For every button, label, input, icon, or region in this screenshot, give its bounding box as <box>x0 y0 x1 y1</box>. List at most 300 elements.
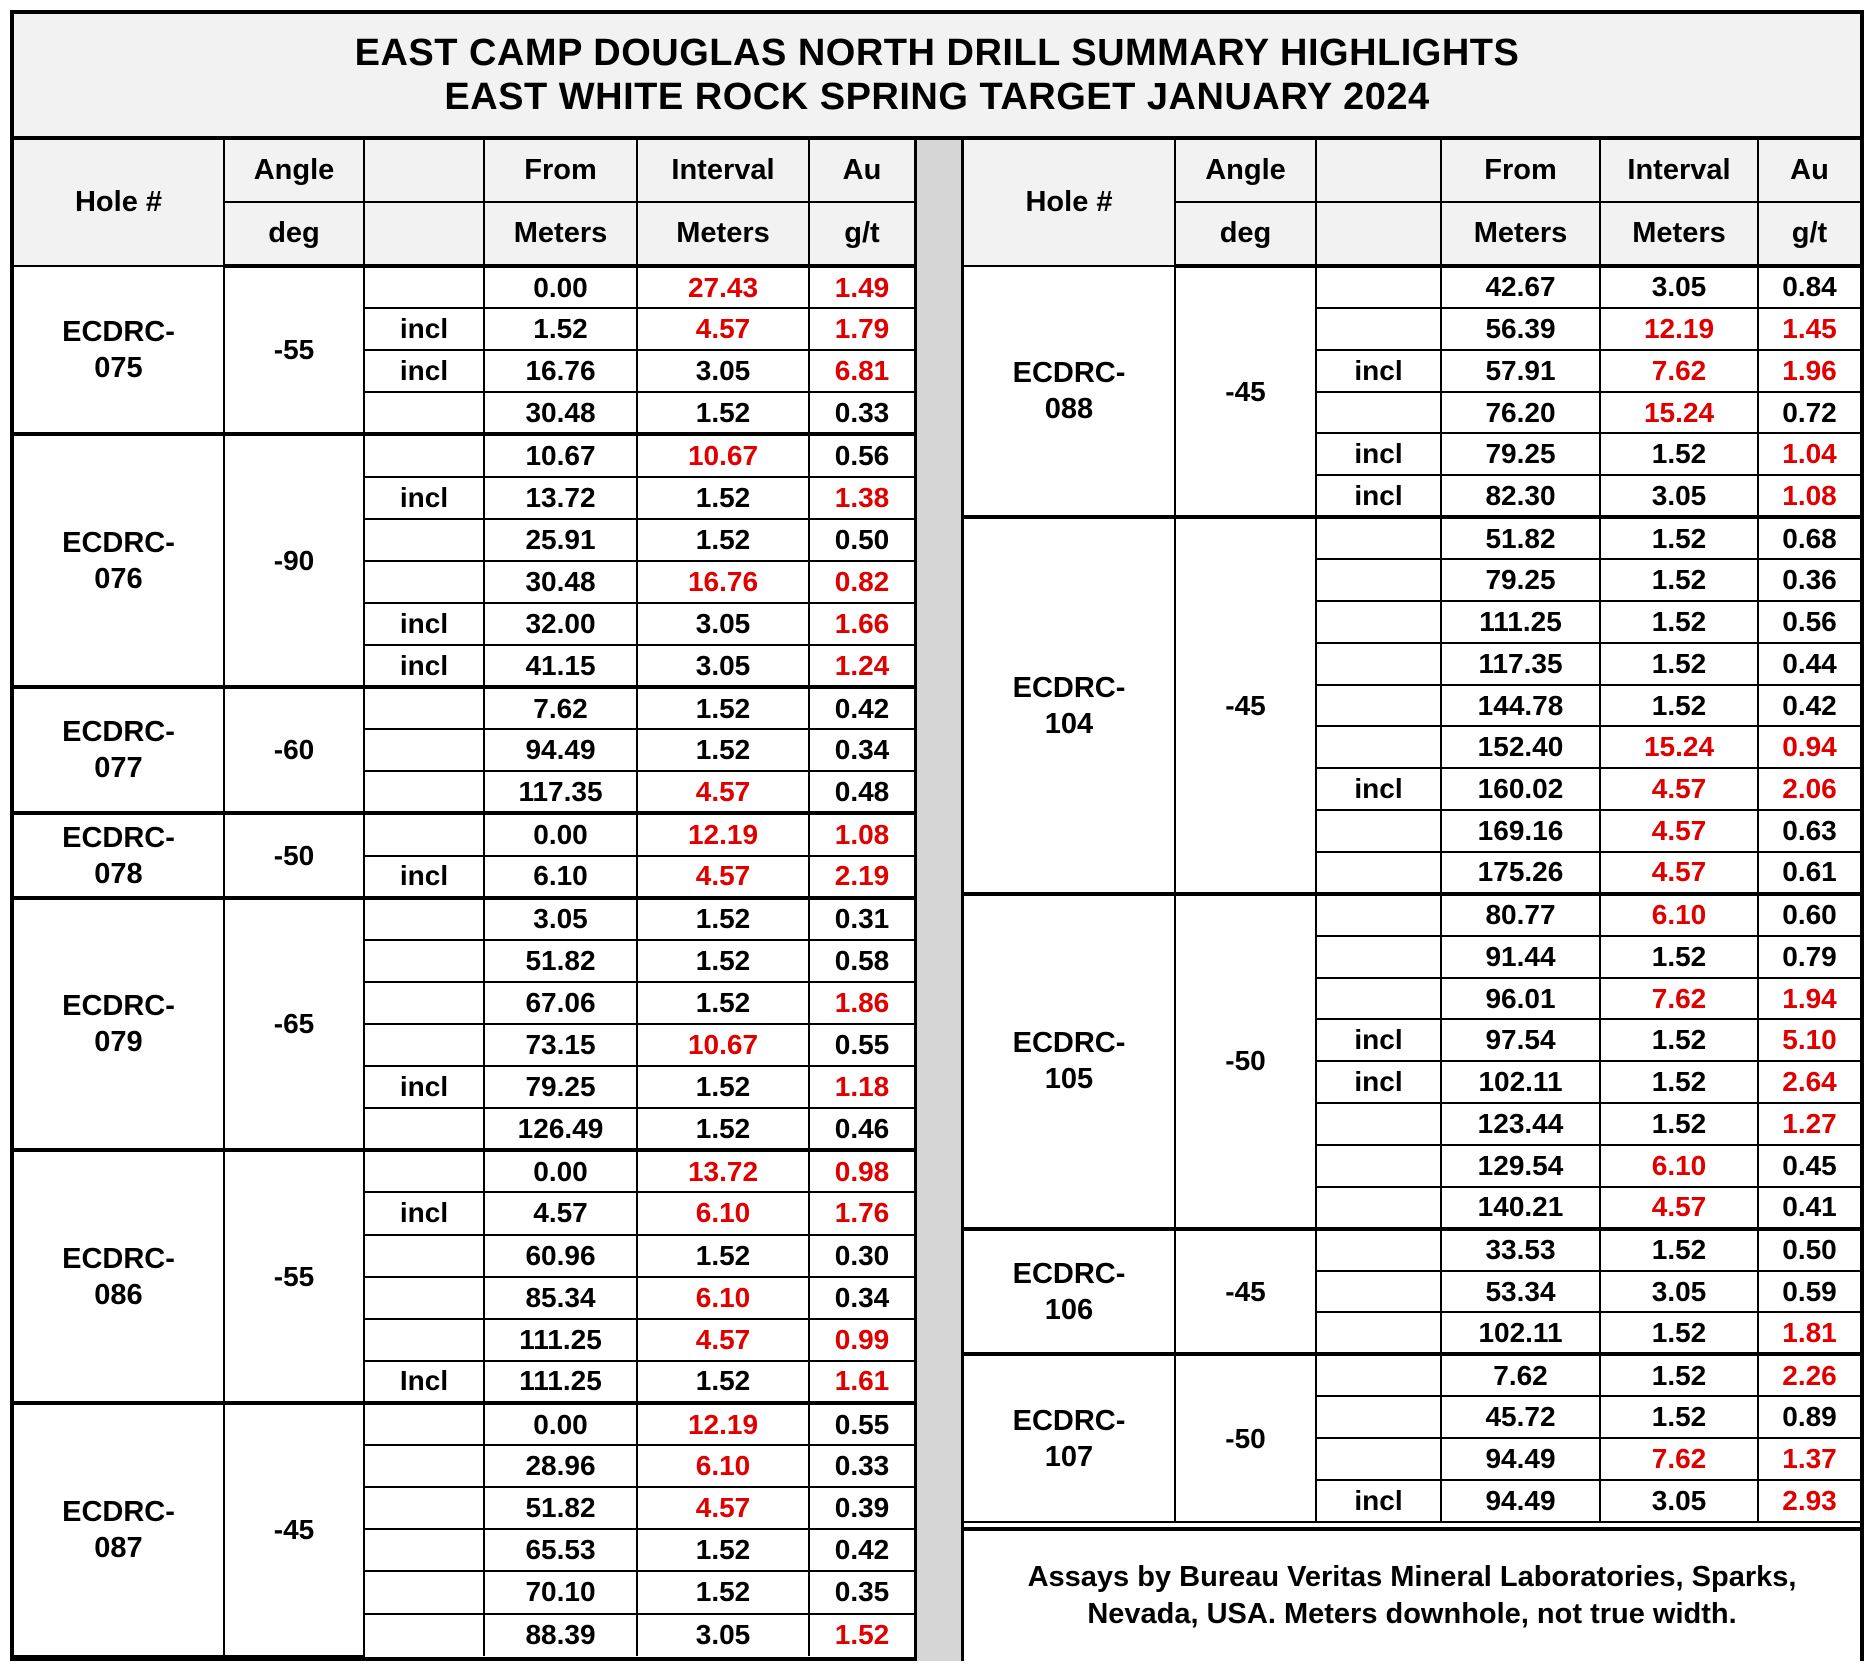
interval-meters: 7.62 <box>1600 1438 1758 1480</box>
incl-label <box>364 771 484 813</box>
interval-meters: 1.52 <box>1600 643 1758 685</box>
from-meters: 85.34 <box>484 1277 637 1319</box>
incl-label: incl <box>364 645 484 687</box>
hole-id: ECDRC- 104 <box>964 517 1175 894</box>
au-grade: 5.10 <box>1758 1019 1860 1061</box>
incl-label <box>1316 1438 1441 1480</box>
hole-angle: -50 <box>1175 1354 1316 1521</box>
title-line-2: EAST WHITE ROCK SPRING TARGET JANUARY 2024 <box>444 76 1430 118</box>
hole-angle: -50 <box>224 813 364 897</box>
incl-label <box>1316 726 1441 768</box>
interval-meters: 15.24 <box>1600 392 1758 434</box>
incl-label <box>364 1529 484 1571</box>
incl-label <box>364 687 484 729</box>
incl-label <box>1316 1354 1441 1396</box>
au-grade: 0.48 <box>809 771 914 813</box>
interval-meters: 6.10 <box>1600 1145 1758 1187</box>
au-grade: 0.33 <box>809 392 914 434</box>
interval-meters: 1.52 <box>1600 936 1758 978</box>
au-grade: 0.39 <box>809 1487 914 1529</box>
table-row <box>14 266 914 308</box>
interval-meters: 6.10 <box>1600 894 1758 936</box>
table-row <box>14 898 914 940</box>
from-meters: 6.10 <box>484 856 637 898</box>
hole-angle: -90 <box>224 434 364 687</box>
from-meters: 79.25 <box>1441 559 1600 601</box>
header-au: Au <box>809 140 914 202</box>
incl-label: incl <box>364 603 484 645</box>
interval-meters: 1.52 <box>637 982 809 1024</box>
interval-meters: 1.52 <box>637 477 809 519</box>
header-from: From <box>1441 140 1600 202</box>
interval-meters: 1.52 <box>1600 1312 1758 1354</box>
from-meters: 30.48 <box>484 392 637 434</box>
assay-footnote <box>964 1527 1860 1661</box>
incl-label <box>1316 1312 1441 1354</box>
from-meters: 0.00 <box>484 1150 637 1192</box>
from-meters: 111.25 <box>1441 601 1600 643</box>
au-grade: 0.35 <box>809 1571 914 1613</box>
incl-label <box>1316 936 1441 978</box>
hole-id: ECDRC- 105 <box>964 894 1175 1229</box>
from-meters: 1.52 <box>484 308 637 350</box>
au-grade: 0.68 <box>1758 517 1860 559</box>
incl-label <box>1316 1187 1441 1229</box>
interval-meters: 4.57 <box>637 856 809 898</box>
interval-meters: 1.52 <box>637 1529 809 1571</box>
interval-meters: 1.52 <box>637 1235 809 1277</box>
incl-label <box>1316 978 1441 1020</box>
header-incl-blank <box>364 140 484 202</box>
incl-label <box>1316 559 1441 601</box>
au-grade: 0.98 <box>809 1150 914 1192</box>
hole-angle: -60 <box>224 687 364 813</box>
header-from-unit: Meters <box>484 202 637 266</box>
incl-label <box>364 1150 484 1192</box>
table-row <box>964 1354 1860 1396</box>
incl-label <box>1316 852 1441 894</box>
from-meters: 70.10 <box>484 1571 637 1613</box>
incl-label <box>1316 308 1441 350</box>
column-divider <box>914 140 964 1661</box>
table-row <box>964 1229 1860 1271</box>
au-grade: 0.44 <box>1758 643 1860 685</box>
interval-meters: 1.52 <box>637 898 809 940</box>
interval-meters: 1.52 <box>637 687 809 729</box>
hole-id: ECDRC- 088 <box>964 266 1175 517</box>
from-meters: 3.05 <box>484 898 637 940</box>
from-meters: 76.20 <box>1441 392 1600 434</box>
au-grade: 0.42 <box>809 1529 914 1571</box>
header-hole: Hole # <box>964 140 1175 266</box>
au-grade: 2.93 <box>1758 1480 1860 1522</box>
interval-meters: 12.19 <box>637 1403 809 1445</box>
au-grade: 2.06 <box>1758 768 1860 810</box>
hole-angle: -45 <box>224 1403 364 1656</box>
incl-label: incl <box>1316 1019 1441 1061</box>
incl-label <box>364 1487 484 1529</box>
from-meters: 123.44 <box>1441 1103 1600 1145</box>
au-grade: 0.30 <box>809 1235 914 1277</box>
au-grade: 0.56 <box>809 434 914 476</box>
header-incl-blank-2 <box>1316 202 1441 266</box>
header-interval-unit: Meters <box>1600 202 1758 266</box>
incl-label: incl <box>1316 1061 1441 1103</box>
interval-meters: 1.52 <box>1600 1229 1758 1271</box>
from-meters: 73.15 <box>484 1024 637 1066</box>
interval-meters: 16.76 <box>637 561 809 603</box>
table-row <box>14 813 914 855</box>
interval-meters: 6.10 <box>637 1277 809 1319</box>
au-grade: 0.41 <box>1758 1187 1860 1229</box>
table-row <box>14 1150 914 1192</box>
incl-label <box>1316 1145 1441 1187</box>
incl-label: incl <box>1316 475 1441 517</box>
incl-label <box>1316 1271 1441 1313</box>
au-grade: 1.79 <box>809 308 914 350</box>
au-grade: 1.24 <box>809 645 914 687</box>
incl-label: incl <box>364 1192 484 1234</box>
from-meters: 67.06 <box>484 982 637 1024</box>
incl-label: Incl <box>364 1361 484 1403</box>
header-angle-unit: deg <box>224 202 364 266</box>
from-meters: 91.44 <box>1441 936 1600 978</box>
from-meters: 102.11 <box>1441 1061 1600 1103</box>
hole-angle: -45 <box>1175 1229 1316 1355</box>
from-meters: 102.11 <box>1441 1312 1600 1354</box>
interval-meters: 12.19 <box>1600 308 1758 350</box>
from-meters: 7.62 <box>484 687 637 729</box>
from-meters: 57.91 <box>1441 350 1600 392</box>
from-meters: 97.54 <box>1441 1019 1600 1061</box>
from-meters: 0.00 <box>484 813 637 855</box>
table-row <box>14 687 914 729</box>
interval-meters: 3.05 <box>1600 266 1758 308</box>
au-grade: 1.76 <box>809 1192 914 1234</box>
from-meters: 51.82 <box>484 940 637 982</box>
au-grade: 0.58 <box>809 940 914 982</box>
incl-label <box>1316 601 1441 643</box>
interval-meters: 1.52 <box>1600 601 1758 643</box>
interval-meters: 1.52 <box>1600 1061 1758 1103</box>
hole-angle: -45 <box>1175 517 1316 894</box>
from-meters: 129.54 <box>1441 1145 1600 1187</box>
au-grade: 1.86 <box>809 982 914 1024</box>
hole-angle: -55 <box>224 1150 364 1403</box>
from-meters: 79.25 <box>1441 433 1600 475</box>
incl-label <box>1316 392 1441 434</box>
from-meters: 82.30 <box>1441 475 1600 517</box>
incl-label <box>364 1445 484 1487</box>
au-grade: 0.59 <box>1758 1271 1860 1313</box>
hole-id: ECDRC- 107 <box>964 1354 1175 1521</box>
incl-label: incl <box>364 308 484 350</box>
from-meters: 56.39 <box>1441 308 1600 350</box>
incl-label <box>364 1235 484 1277</box>
header-angle: Angle <box>1175 140 1316 202</box>
interval-meters: 1.52 <box>637 392 809 434</box>
interval-meters: 6.10 <box>637 1445 809 1487</box>
incl-label <box>364 1614 484 1656</box>
header-incl-blank-2 <box>364 202 484 266</box>
incl-label <box>1316 894 1441 936</box>
incl-label <box>1316 685 1441 727</box>
from-meters: 160.02 <box>1441 768 1600 810</box>
interval-meters: 3.05 <box>637 645 809 687</box>
incl-label <box>364 813 484 855</box>
interval-meters: 4.57 <box>1600 1187 1758 1229</box>
au-grade: 0.99 <box>809 1319 914 1361</box>
table-row <box>964 266 1860 308</box>
from-meters: 111.25 <box>484 1361 637 1403</box>
incl-label <box>364 1403 484 1445</box>
au-grade: 1.08 <box>809 813 914 855</box>
au-grade: 0.34 <box>809 729 914 771</box>
from-meters: 51.82 <box>484 1487 637 1529</box>
au-grade: 0.61 <box>1758 852 1860 894</box>
incl-label <box>1316 266 1441 308</box>
au-grade: 0.33 <box>809 1445 914 1487</box>
from-meters: 41.15 <box>484 645 637 687</box>
hole-id: ECDRC- 106 <box>964 1229 1175 1355</box>
footnote-line-2: Nevada, USA. Meters downhole, not true width. <box>1087 1598 1737 1630</box>
title-line-1: EAST CAMP DOUGLAS NORTH DRILL SUMMARY HIGHLIGHTS <box>354 32 1520 74</box>
from-meters: 169.16 <box>1441 810 1600 852</box>
au-grade: 1.18 <box>809 1066 914 1108</box>
incl-label <box>364 1319 484 1361</box>
incl-label <box>364 519 484 561</box>
interval-meters: 1.52 <box>637 1108 809 1150</box>
interval-meters: 1.52 <box>1600 517 1758 559</box>
interval-meters: 1.52 <box>1600 685 1758 727</box>
incl-label <box>1316 517 1441 559</box>
au-grade: 0.46 <box>809 1108 914 1150</box>
interval-meters: 3.05 <box>637 603 809 645</box>
header-incl-blank <box>1316 140 1441 202</box>
interval-meters: 4.57 <box>637 771 809 813</box>
table-row <box>14 434 914 476</box>
from-meters: 16.76 <box>484 350 637 392</box>
au-grade: 0.84 <box>1758 266 1860 308</box>
incl-label <box>364 982 484 1024</box>
from-meters: 80.77 <box>1441 894 1600 936</box>
header-angle-unit: deg <box>1175 202 1316 266</box>
incl-label: incl <box>1316 1480 1441 1522</box>
au-grade: 1.04 <box>1758 433 1860 475</box>
from-meters: 94.49 <box>484 729 637 771</box>
from-meters: 60.96 <box>484 1235 637 1277</box>
header-interval: Interval <box>1600 140 1758 202</box>
right-drill-table <box>964 140 1860 1523</box>
au-grade: 1.96 <box>1758 350 1860 392</box>
interval-meters: 15.24 <box>1600 726 1758 768</box>
hole-id: ECDRC- 079 <box>14 898 224 1151</box>
from-meters: 111.25 <box>484 1319 637 1361</box>
au-grade: 1.81 <box>1758 1312 1860 1354</box>
left-table-body <box>14 266 914 1656</box>
from-meters: 0.00 <box>484 266 637 308</box>
interval-meters: 4.57 <box>1600 852 1758 894</box>
au-grade: 1.66 <box>809 603 914 645</box>
hole-id: ECDRC- 087 <box>14 1403 224 1656</box>
interval-meters: 6.10 <box>637 1192 809 1234</box>
au-grade: 0.50 <box>809 519 914 561</box>
au-grade: 0.56 <box>1758 601 1860 643</box>
table-row <box>14 1403 914 1445</box>
header-hole: Hole # <box>14 140 224 266</box>
from-meters: 94.49 <box>1441 1438 1600 1480</box>
from-meters: 126.49 <box>484 1108 637 1150</box>
au-grade: 1.61 <box>809 1361 914 1403</box>
incl-label <box>1316 1229 1441 1271</box>
au-grade: 0.89 <box>1758 1396 1860 1438</box>
header-interval-unit: Meters <box>637 202 809 266</box>
from-meters: 42.67 <box>1441 266 1600 308</box>
from-meters: 0.00 <box>484 1403 637 1445</box>
from-meters: 45.72 <box>1441 1396 1600 1438</box>
incl-label <box>364 1024 484 1066</box>
incl-label <box>1316 643 1441 685</box>
incl-label <box>364 1571 484 1613</box>
incl-label: incl <box>1316 350 1441 392</box>
interval-meters: 4.57 <box>637 308 809 350</box>
au-grade: 2.26 <box>1758 1354 1860 1396</box>
from-meters: 51.82 <box>1441 517 1600 559</box>
incl-label <box>1316 1103 1441 1145</box>
incl-label <box>364 392 484 434</box>
from-meters: 117.35 <box>1441 643 1600 685</box>
interval-meters: 1.52 <box>1600 559 1758 601</box>
hole-id: ECDRC- 075 <box>14 266 224 434</box>
interval-meters: 1.52 <box>637 729 809 771</box>
interval-meters: 7.62 <box>1600 350 1758 392</box>
interval-meters: 4.57 <box>637 1487 809 1529</box>
hole-id: ECDRC- 077 <box>14 687 224 813</box>
interval-meters: 1.52 <box>637 1571 809 1613</box>
incl-label <box>364 561 484 603</box>
from-meters: 13.72 <box>484 477 637 519</box>
interval-meters: 13.72 <box>637 1150 809 1192</box>
from-meters: 32.00 <box>484 603 637 645</box>
from-meters: 94.49 <box>1441 1480 1600 1522</box>
footnote-line-1: Assays by Bureau Veritas Mineral Laboratories, Sparks, <box>1027 1561 1797 1593</box>
au-grade: 1.52 <box>809 1614 914 1656</box>
au-grade: 0.36 <box>1758 559 1860 601</box>
interval-meters: 1.52 <box>637 519 809 561</box>
hole-angle: -65 <box>224 898 364 1151</box>
from-meters: 65.53 <box>484 1529 637 1571</box>
hole-angle: -50 <box>1175 894 1316 1229</box>
au-grade: 0.94 <box>1758 726 1860 768</box>
au-grade: 1.37 <box>1758 1438 1860 1480</box>
au-grade: 1.38 <box>809 477 914 519</box>
interval-meters: 1.52 <box>1600 1396 1758 1438</box>
interval-meters: 10.67 <box>637 1024 809 1066</box>
header-from-unit: Meters <box>1441 202 1600 266</box>
interval-meters: 4.57 <box>637 1319 809 1361</box>
interval-meters: 1.52 <box>637 1066 809 1108</box>
from-meters: 88.39 <box>484 1614 637 1656</box>
au-grade: 2.19 <box>809 856 914 898</box>
interval-meters: 3.05 <box>1600 1271 1758 1313</box>
au-grade: 0.45 <box>1758 1145 1860 1187</box>
from-meters: 28.96 <box>484 1445 637 1487</box>
au-grade: 1.45 <box>1758 308 1860 350</box>
from-meters: 25.91 <box>484 519 637 561</box>
au-grade: 0.31 <box>809 898 914 940</box>
au-grade: 0.55 <box>809 1024 914 1066</box>
interval-meters: 1.52 <box>637 1361 809 1403</box>
interval-meters: 3.05 <box>1600 1480 1758 1522</box>
incl-label <box>364 729 484 771</box>
au-grade: 6.81 <box>809 350 914 392</box>
interval-meters: 1.52 <box>1600 1103 1758 1145</box>
au-grade: 0.79 <box>1758 936 1860 978</box>
header-au-unit: g/t <box>1758 202 1860 266</box>
table-row <box>964 517 1860 559</box>
incl-label <box>364 266 484 308</box>
hole-id: ECDRC- 076 <box>14 434 224 687</box>
incl-label: incl <box>364 350 484 392</box>
hole-id: ECDRC- 086 <box>14 1150 224 1403</box>
from-meters: 79.25 <box>484 1066 637 1108</box>
interval-meters: 4.57 <box>1600 768 1758 810</box>
left-drill-table <box>14 140 914 1657</box>
interval-meters: 1.52 <box>1600 433 1758 475</box>
au-grade: 0.82 <box>809 561 914 603</box>
from-meters: 96.01 <box>1441 978 1600 1020</box>
interval-meters: 1.52 <box>1600 1354 1758 1396</box>
interval-meters: 3.05 <box>637 1614 809 1656</box>
from-meters: 30.48 <box>484 561 637 603</box>
header-interval: Interval <box>637 140 809 202</box>
au-grade: 2.64 <box>1758 1061 1860 1103</box>
title-banner <box>14 14 1860 140</box>
interval-meters: 1.52 <box>637 940 809 982</box>
incl-label <box>364 1108 484 1150</box>
from-meters: 152.40 <box>1441 726 1600 768</box>
incl-label <box>364 898 484 940</box>
incl-label <box>364 1277 484 1319</box>
au-grade: 0.42 <box>1758 685 1860 727</box>
from-meters: 7.62 <box>1441 1354 1600 1396</box>
au-grade: 0.50 <box>1758 1229 1860 1271</box>
interval-meters: 3.05 <box>637 350 809 392</box>
au-grade: 1.08 <box>1758 475 1860 517</box>
table-row <box>964 894 1860 936</box>
hole-id: ECDRC- 078 <box>14 813 224 897</box>
interval-meters: 4.57 <box>1600 810 1758 852</box>
au-grade: 0.34 <box>809 1277 914 1319</box>
au-grade: 0.60 <box>1758 894 1860 936</box>
incl-label: incl <box>364 477 484 519</box>
interval-meters: 10.67 <box>637 434 809 476</box>
incl-label: incl <box>1316 433 1441 475</box>
right-table-body <box>964 266 1860 1522</box>
from-meters: 144.78 <box>1441 685 1600 727</box>
interval-meters: 27.43 <box>637 266 809 308</box>
interval-meters: 7.62 <box>1600 978 1758 1020</box>
header-au: Au <box>1758 140 1860 202</box>
interval-meters: 1.52 <box>1600 1019 1758 1061</box>
incl-label <box>1316 810 1441 852</box>
hole-angle: -55 <box>224 266 364 434</box>
hole-angle: -45 <box>1175 266 1316 517</box>
from-meters: 33.53 <box>1441 1229 1600 1271</box>
incl-label <box>1316 1396 1441 1438</box>
incl-label: incl <box>364 1066 484 1108</box>
au-grade: 0.55 <box>809 1403 914 1445</box>
